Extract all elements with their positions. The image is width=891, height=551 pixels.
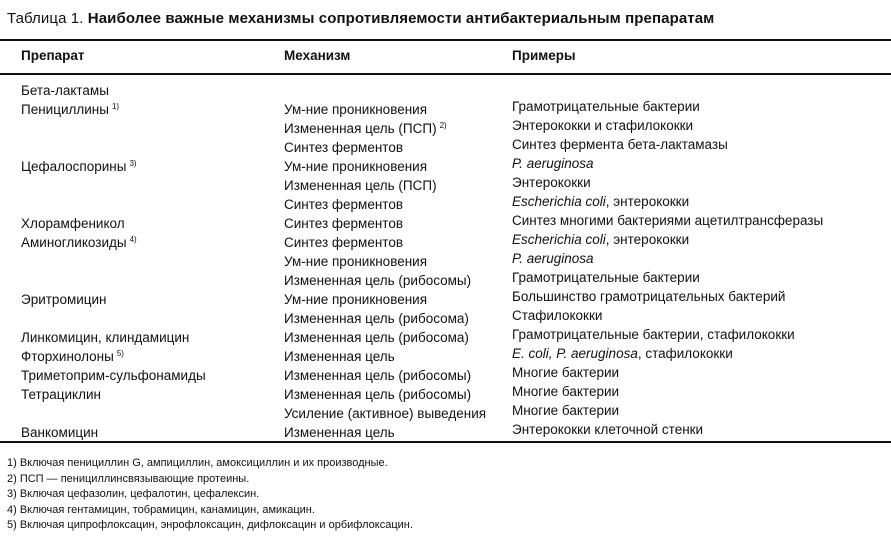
drug-cell: Пенициллины $^{1)}$ (21, 102, 120, 117)
mechanism-cell: Измененная цель (ПСП) $^{2)}$ (284, 121, 447, 136)
example-cell: Большинство грамотрицательных бактерий (512, 289, 786, 304)
mechanism-cell: Синтез ферментов (284, 197, 404, 212)
caption-title: Наиболее важные механизмы сопротивляемости антибактериальным препаратам (87, 10, 715, 27)
table-row (0, 420, 891, 439)
table-row (0, 173, 891, 192)
mechanism-cell: Измененная цель (рибосомы) (284, 387, 472, 402)
drug-cell: Цефалоспорины $^{3)}$ (21, 159, 137, 174)
mechanism-cell: Измененная цель (284, 349, 395, 364)
table-row (0, 401, 891, 420)
mechanism-cell: Измененная цель (284, 425, 395, 440)
example-cell: Энтерококки клеточной стенки (512, 422, 704, 437)
mechanism-cell: Усиление (активное) выведения (284, 406, 487, 421)
header-mechanism: Механизм (284, 48, 351, 63)
table-body (0, 78, 891, 439)
mechanism-cell: Ум-ние проникновения (284, 254, 428, 269)
example-cell: Escherichia coli, энтерококки (512, 232, 690, 247)
mechanism-cell: Ум-ние проникновения (284, 292, 428, 307)
drug-cell: Аминогликозиды $^{4)}$ (21, 235, 137, 250)
table-row (0, 211, 891, 230)
table-row (0, 230, 891, 249)
example-cell: P. aeruginosa (512, 156, 594, 171)
mechanism-cell: Синтез ферментов (284, 140, 404, 155)
example-cell: Энтерококки и стафилококки (512, 118, 694, 133)
header-drug: Препарат (21, 48, 85, 63)
drug-cell: Линкомицин, клиндамицин (21, 330, 190, 345)
table-row (0, 382, 891, 401)
mechanism-cell: Измененная цель (рибосома) (284, 311, 469, 326)
drug-cell: Эритромицин (21, 292, 107, 307)
table-row (0, 154, 891, 173)
drug-cell: Триметоприм-сульфонамиды (21, 368, 206, 383)
mechanism-cell: Синтез ферментов (284, 235, 404, 250)
table-row (0, 249, 891, 268)
mechanism-cell: Измененная цель (рибосомы) (284, 273, 472, 288)
mechanism-cell: Измененная цель (рибосомы) (284, 368, 472, 383)
example-cell: Грамотрицательные бактерии, стафилококки (512, 327, 795, 342)
mechanism-cell: Измененная цель (ПСП) (284, 178, 437, 193)
footnote: 4) Включая гентамицин, тобрамицин, канамицин, амикацин. (7, 503, 315, 516)
mechanism-cell: Измененная цель (рибосома) (284, 330, 469, 345)
example-cell: Многие бактерии (512, 365, 620, 380)
example-cell: Многие бактерии (512, 403, 620, 418)
footnote: 2) ПСП — пенициллинсвязывающие протеины. (7, 472, 250, 485)
example-cell: Стафилококки (512, 308, 603, 323)
drug-cell: Фторхинолоны $^{5)}$ (21, 349, 124, 364)
table-caption (7, 10, 714, 27)
example-cell: Грамотрицательные бактерии (512, 270, 700, 285)
table-row (0, 306, 891, 325)
drug-cell: Хлорамфеникол (21, 216, 125, 231)
drug-cell: Ванкомицин (21, 425, 99, 440)
bottom-rule (0, 441, 891, 443)
footnote: 3) Включая цефазолин, цефалотин, цефалексин. (7, 488, 260, 500)
example-cell: Многие бактерии (512, 384, 620, 399)
drug-cell: Тетрациклин (21, 387, 101, 402)
example-cell: Грамотрицательные бактерии (512, 99, 700, 114)
example-cell: P. aeruginosa (512, 251, 594, 266)
example-cell: Escherichia coli, энтерококки (512, 194, 690, 209)
table-row (0, 116, 891, 135)
example-cell: E. coli, P. aeruginosa, стафилококки (512, 346, 733, 361)
table-row (0, 78, 891, 97)
table-row (0, 325, 891, 344)
mechanism-cell: Ум-ние проникновения (284, 102, 428, 117)
table-row (0, 287, 891, 306)
table-row (0, 363, 891, 382)
footnote: 5) Включая ципрофлоксацин, энрофлоксацин, дифлоксацин и орбифлоксацин. (7, 519, 413, 531)
example-cell: Синтез многими бактериями ацетилтрансферазы (512, 213, 824, 228)
top-rule (0, 39, 891, 41)
footnote: 1) Включая пенициллин G, ампициллин, амоксициллин и их производные. (7, 457, 388, 469)
caption-prefix: Таблица 1. (7, 10, 84, 27)
drug-cell: Бета-лактамы (21, 83, 109, 98)
footnotes (7, 456, 413, 534)
table-row (0, 268, 891, 287)
header-examples: Примеры (512, 48, 576, 63)
example-cell: Энтерококки (512, 175, 591, 190)
table-row (0, 97, 891, 116)
header-rule (0, 73, 891, 75)
mechanism-cell: Ум-ние проникновения (284, 159, 428, 174)
example-cell: Синтез фермента бета-лактамазы (512, 137, 728, 152)
table-row (0, 344, 891, 363)
table-row (0, 192, 891, 211)
table-row (0, 135, 891, 154)
mechanism-cell: Синтез ферментов (284, 216, 404, 231)
